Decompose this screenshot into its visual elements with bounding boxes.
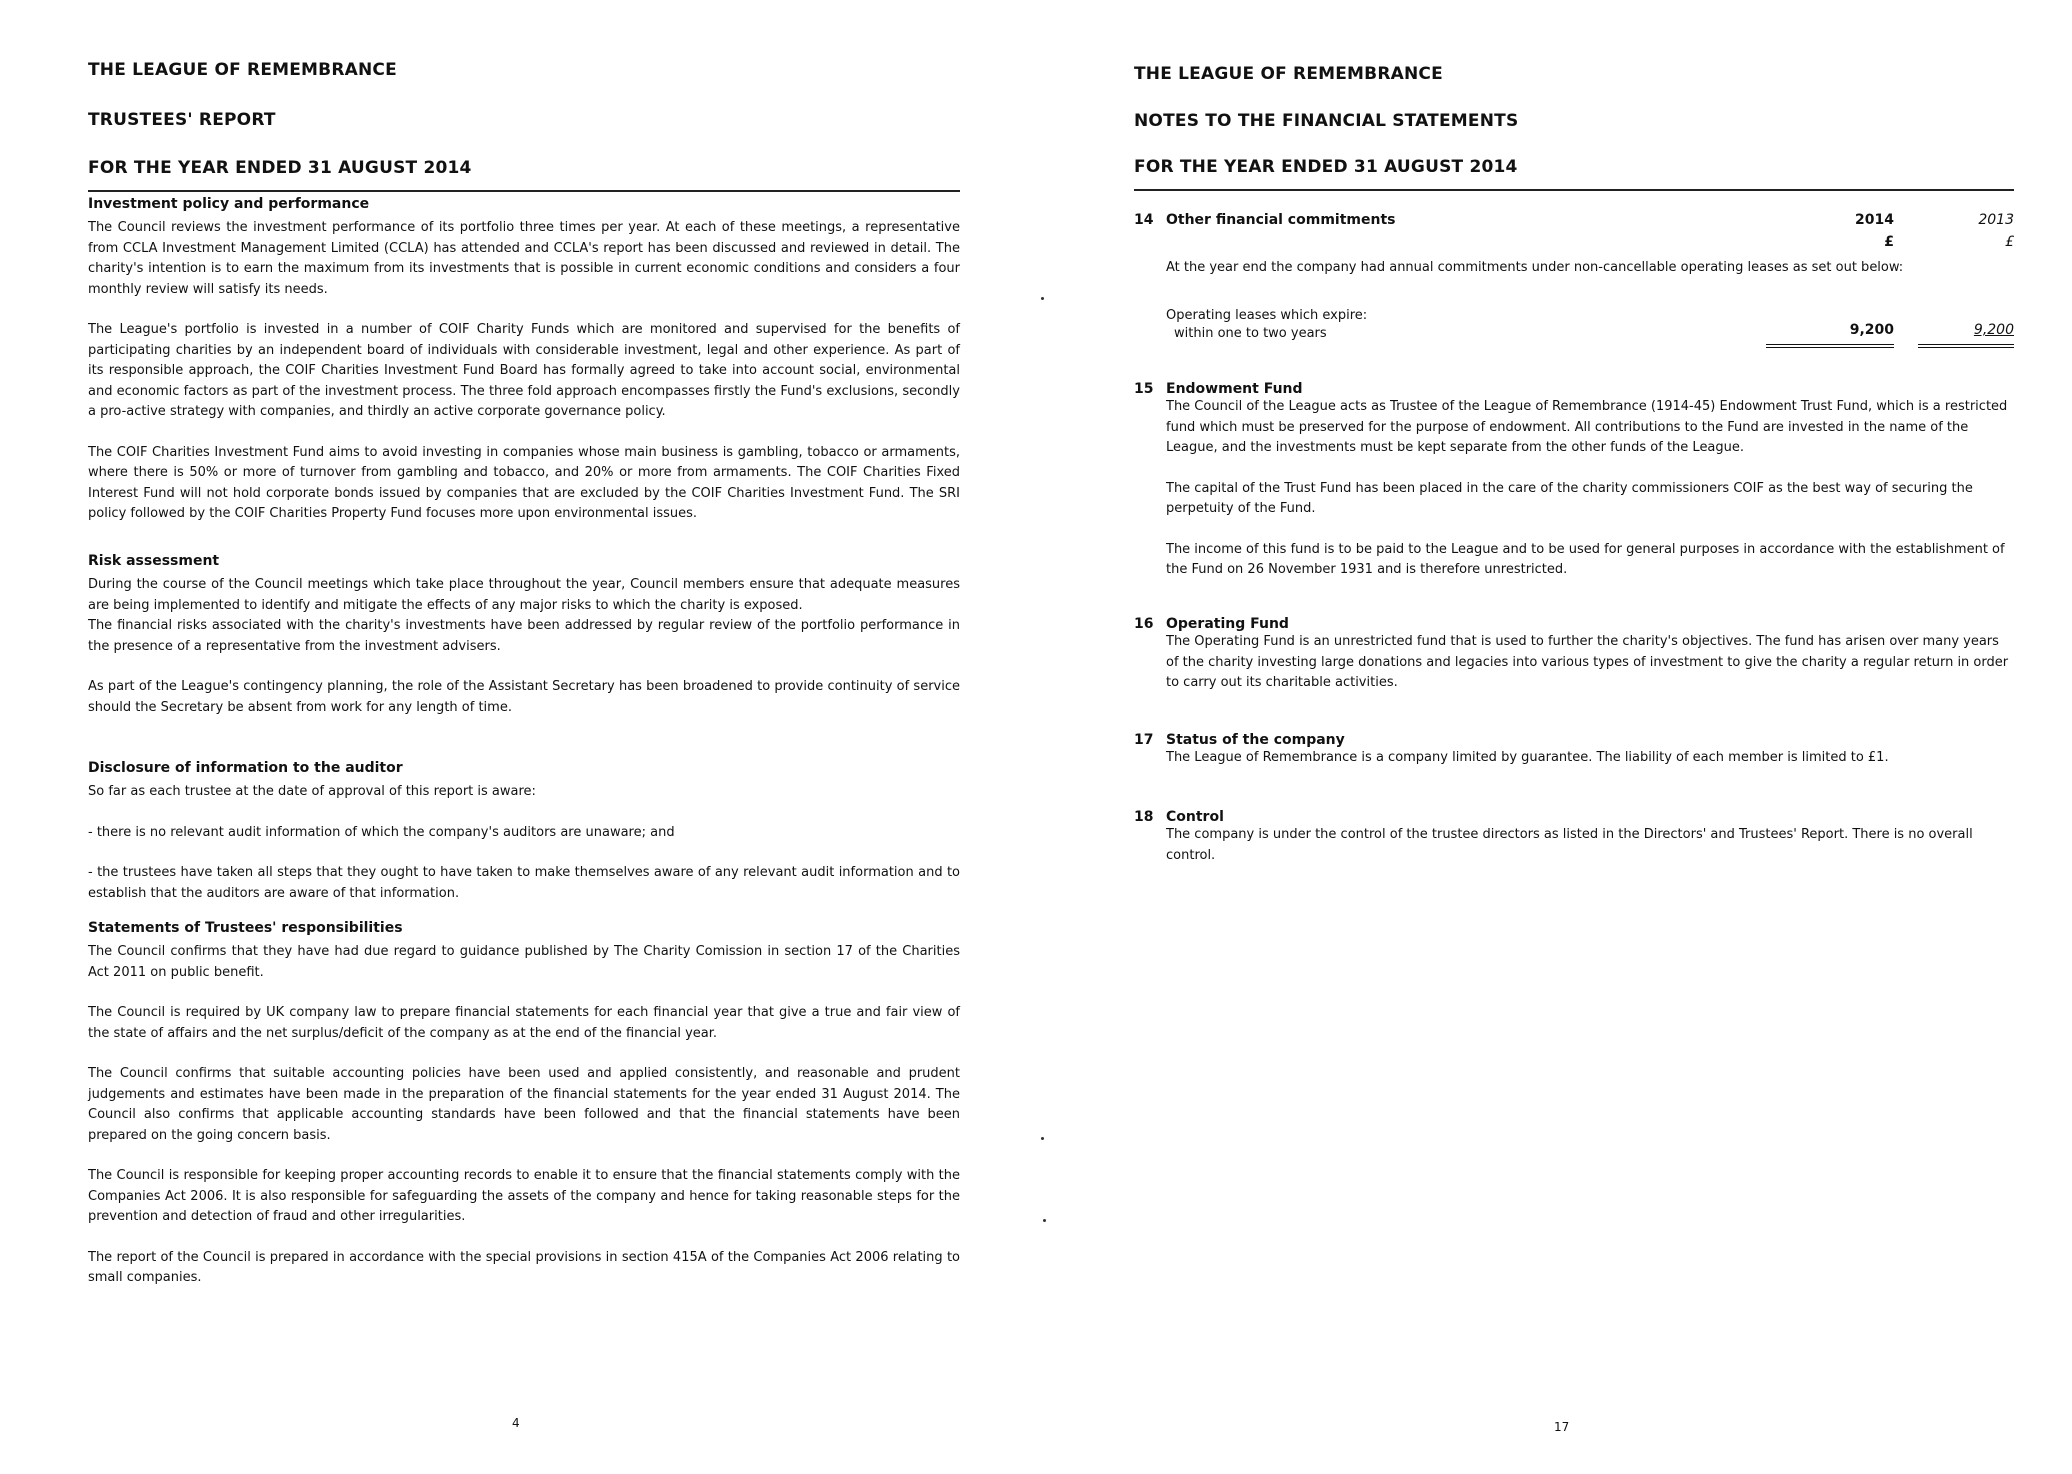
scan-speck xyxy=(1041,1137,1044,1140)
paragraph: As part of the League's contingency planning, the role of the Assistant Secretary has been broadened to provide continuity of service should the Secretary be absent from work for any length of time. xyxy=(88,679,960,715)
paragraph: - the trustees have taken all steps that they ought to have taken to make themselves aware of any relevant audit information and to establish that the auditors are aware of that information. xyxy=(88,865,960,901)
note-number: 16 xyxy=(1134,616,1154,632)
paragraph: The report of the Council is prepared in accordance with the special provisions in section 415A of the Companies Act 2006 relating to small companies. xyxy=(88,1249,960,1285)
org-heading: THE LEAGUE OF REMEMBRANCE xyxy=(1134,64,1443,84)
note-number: 17 xyxy=(1134,732,1154,748)
paragraph: The COIF Charities Investment Fund aims to avoid investing in companies whose main business is gambling, tobacco or armaments, where there is 50% or more of turnover from gambling and tobacco, and 20% or more from armaments. The COIF Charities Fixed Interest Fund will not hold corporate bonds issued by companies that are excluded by the COIF Charities Investment Fund. The SRI policy followed by the COIF Charities Property Fund focuses more upon environmental issues. xyxy=(88,444,960,521)
note-number: 18 xyxy=(1134,809,1154,825)
total-underline-2013 xyxy=(1918,344,2014,348)
paragraph: The income of this fund is to be paid to the League and to be used for general purposes in accordance with the establishment of the Fund on 26 November 1931 and is therefore unrestricted. xyxy=(1166,541,2005,577)
section-title: Disclosure of information to the auditor xyxy=(88,760,403,776)
report-heading: NOTES TO THE FINANCIAL STATEMENTS xyxy=(1134,111,1519,131)
column-header-2013: 2013 xyxy=(1978,212,2014,228)
note-title: Endowment Fund xyxy=(1166,381,1303,397)
paragraph: The Operating Fund is an unrestricted fund that is used to further the charity's objectives. The fund has arisen over many years of the charity investing large donations and legacies into various types of investment to give the charity a regular return in order to carry out its charitable activities. xyxy=(1166,634,2009,690)
paragraph: - there is no relevant audit information of which the company's auditors are unaware; and xyxy=(88,824,675,840)
note-title: Control xyxy=(1166,809,1224,825)
note-15 xyxy=(1134,381,2014,581)
section-title: Risk assessment xyxy=(88,553,220,569)
note-title: Other financial commitments xyxy=(1166,212,1396,228)
paragraph: The capital of the Trust Fund has been placed in the care of the charity commissioners COIF as the best way of securing the perpetuity of the Fund. xyxy=(1166,480,1973,516)
note-14 xyxy=(1134,212,2014,352)
paragraph: At the year end the company had annual commitments under non-cancellable operating leases as set out below: xyxy=(1166,260,1904,275)
row-label: within one to two years xyxy=(1174,326,1327,341)
header-rule xyxy=(1134,189,2014,191)
section-title: Statements of Trustees' responsibilities xyxy=(88,920,403,936)
paragraph: So far as each trustee at the date of approval of this report is aware: xyxy=(88,784,536,799)
paragraph: The Council is required by UK company law to prepare financial statements for each financial year that give a true and fair view of the state of affairs and the net surplus/deficit of the company as at the end of the financial year. xyxy=(88,1005,960,1041)
paragraph: The financial risks associated with the charity's investments have been addressed by regular review of the portfolio performance in the presence of a representative from the investment advisers. xyxy=(88,618,960,654)
responsibilities-section xyxy=(88,920,960,1289)
note-title: Status of the company xyxy=(1166,732,1345,748)
paragraph: The company is under the control of the trustee directors as listed in the Directors' and Trustees' Report. There is no overall control. xyxy=(1166,827,1973,863)
paragraph: The Council confirms that suitable accounting policies have been used and applied consistently, and reasonable and prudent judgements and estimates have been made in the preparation of the financial statements for the year ended 31 August 2014. The Council also confirms that applicable accounting standards have been followed and that the financial statements have been prepared on the going concern basis. xyxy=(88,1066,960,1143)
right-page xyxy=(1134,0,2014,1474)
currency-2014: £ xyxy=(1884,234,1894,250)
period-heading: FOR THE YEAR ENDED 31 AUGUST 2014 xyxy=(1134,157,1518,177)
note-16 xyxy=(1134,616,2014,694)
investment-section xyxy=(88,196,960,525)
currency-2013: £ xyxy=(2005,234,2014,250)
scan-speck xyxy=(1041,297,1044,300)
section-title: Investment policy and performance xyxy=(88,196,370,212)
risk-section xyxy=(88,553,960,718)
note-17 xyxy=(1134,732,2014,769)
note-18 xyxy=(1134,809,2014,866)
left-page xyxy=(88,0,960,1474)
paragraph: The League of Remembrance is a company limited by guarantee. The liability of each member is limited to £1. xyxy=(1166,750,1889,765)
org-heading: THE LEAGUE OF REMEMBRANCE xyxy=(88,60,397,80)
header-rule xyxy=(88,190,960,192)
row-label: Operating leases which expire: xyxy=(1166,308,1368,323)
value-2014: 9,200 xyxy=(1849,322,1894,338)
paragraph: The Council reviews the investment performance of its portfolio three times per year. At each of these meetings, a representative from CCLA Investment Management Limited (CCLA) has attended and CCLA's report has been discussed and reviewed in detail. The charity's intention is to earn the maximum from its investments that is possible in current economic conditions and considers a four monthly review will satisfy its needs. xyxy=(88,220,960,297)
disclosure-section xyxy=(88,760,960,904)
column-header-2014: 2014 xyxy=(1855,212,1894,228)
paragraph: The Council confirms that they have had due regard to guidance published by The Charity Comission in section 17 of the Charities Act 2011 on public benefit. xyxy=(88,944,960,980)
report-heading: TRUSTEES' REPORT xyxy=(88,110,276,130)
paragraph: The Council is responsible for keeping proper accounting records to enable it to ensure that the financial statements comply with the Companies Act 2006. It is also responsible for safeguarding the assets of the company and hence for taking reasonable steps for the prevention and detection of fraud and other irregularities. xyxy=(88,1168,960,1224)
note-title: Operating Fund xyxy=(1166,616,1289,632)
paragraph: During the course of the Council meetings which take place throughout the year, Council members ensure that adequate measures are being implemented to identify and mitigate the effects of any major risks to which the charity is exposed. xyxy=(88,577,960,613)
value-2013: 9,200 xyxy=(1973,322,2014,338)
note-number: 14 xyxy=(1134,212,1154,228)
paragraph: The Council of the League acts as Trustee of the League of Remembrance (1914-45) Endowment Trust Fund, which is a restricted fund which must be preserved for the purpose of endowment. All contributions to the Fund are invested in the name of the League, and the investments must be kept separate from the other funds of the League. xyxy=(1166,399,2008,455)
page-number: 4 xyxy=(512,1416,520,1430)
page-number: 17 xyxy=(1554,1420,1570,1434)
scan-speck xyxy=(1043,1219,1046,1222)
note-number: 15 xyxy=(1134,381,1154,397)
total-underline-2014 xyxy=(1766,344,1894,348)
paragraph: The League's portfolio is invested in a number of COIF Charity Funds which are monitored and supervised for the benefits of participating charities by an independent board of individuals with considerable investment, legal and other experience. As part of its responsible approach, the COIF Charities Investment Fund Board has formally agreed to take into account social, environmental and economic factors as part of the investment process. The three fold approach encompasses firstly the Fund's exclusions, secondly a pro-active strategy with companies, and thirdly an active corporate governance policy. xyxy=(88,322,960,419)
period-heading: FOR THE YEAR ENDED 31 AUGUST 2014 xyxy=(88,158,472,178)
